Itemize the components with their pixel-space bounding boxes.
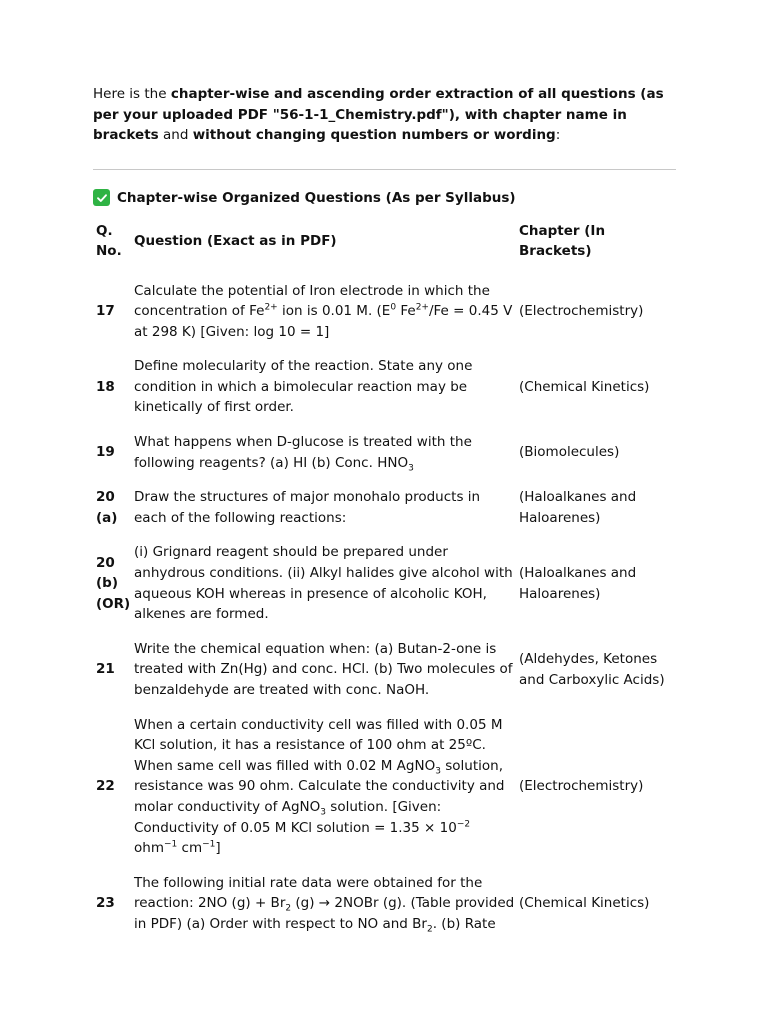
question-text: cm <box>177 840 203 857</box>
row-question <box>134 873 519 949</box>
table-row <box>93 873 676 949</box>
row-qno: 20 (b) (OR) <box>96 554 131 612</box>
row-chapter: (Biomolecules) <box>519 444 620 461</box>
table-header-row <box>93 221 676 281</box>
header-chapter: Chapter (In Brackets) <box>519 222 606 259</box>
row-question <box>134 432 519 487</box>
table-row <box>93 639 676 715</box>
row-question: (i) Grignard reagent should be prepared under anhydrous conditions. (ii) Alkyl halides give alcohol with aqueous KOH whereas in presence of alcoholic KOH, alkenes are formed. <box>134 544 513 623</box>
intro-bold-1: chapter-wise and ascending order extraction of all questions (as per your uploaded PDF "56-1-1_Chemistry.pdf"), with chapter name in brackets <box>93 86 664 143</box>
question-text: solution, resistance was 90 ohm. Calculate the conductivity and molar conductivity of AgNO <box>134 757 505 815</box>
question-text: . (b) Rate <box>432 915 496 932</box>
row-question: Draw the structures of major monohalo products in each of the following reactions: <box>134 489 481 526</box>
row-question: Define molecularity of the reaction. State any one condition in which a bimolecular reaction may be kinetically of first order. <box>134 358 473 416</box>
row-question <box>134 715 519 873</box>
table-row <box>93 432 676 487</box>
superscript: 0 <box>390 302 397 313</box>
question-text: solution. [Given: Conductivity of 0.05 M KCl solution = 1.35 × 10 <box>134 798 457 836</box>
row-chapter: (Haloalkanes and Haloarenes) <box>519 565 637 602</box>
table-row <box>93 542 676 638</box>
subscript: 2 <box>285 904 292 915</box>
superscript: 2+ <box>415 302 429 313</box>
intro-bold-2: without changing question numbers or wording <box>192 127 556 143</box>
row-qno: 20 (a) <box>96 489 118 526</box>
question-text: The following initial rate data were obtained for the reaction: 2NO (g) + Br <box>134 874 483 912</box>
row-qno: 19 <box>96 444 115 461</box>
section-heading <box>93 189 676 207</box>
intro-text-3: : <box>555 127 561 143</box>
superscript: 2+ <box>264 302 278 313</box>
superscript: −2 <box>456 819 471 830</box>
question-text: ion is 0.01 M. (E <box>277 303 391 320</box>
document-page <box>93 84 676 949</box>
table-row <box>93 281 676 357</box>
question-text: Fe <box>396 303 416 320</box>
row-chapter: (Chemical Kinetics) <box>519 895 650 912</box>
check-box-icon <box>93 189 110 206</box>
row-qno: 21 <box>96 661 115 678</box>
row-chapter: (Aldehydes, Ketones and Carboxylic Acids) <box>519 651 665 688</box>
intro-paragraph <box>93 84 676 146</box>
row-chapter: (Chemical Kinetics) <box>519 378 650 395</box>
intro-text-2: and <box>158 127 193 143</box>
section-title: Chapter-wise Organized Questions (As per Syllabus) <box>117 189 516 206</box>
question-text: When a certain conductivity cell was filled with 0.05 M KCl solution, it has a resistance of 100 ohm at 25ºC. When same cell was filled with 0.02 M AgNO <box>134 716 503 774</box>
row-qno: 17 <box>96 303 115 320</box>
subscript: 2 <box>426 924 433 935</box>
question-text: ohm <box>134 840 164 857</box>
question-text: /Fe = 0.45 V at 298 K) [Given: log 10 = 1] <box>134 303 513 340</box>
intro-text-1: Here is the <box>93 86 171 102</box>
subscript: 3 <box>320 807 326 818</box>
question-text: Calculate the potential of Iron electrode in which the concentration of Fe <box>134 282 490 320</box>
check-mark-icon <box>96 192 108 204</box>
table-row <box>93 715 676 873</box>
row-question <box>134 281 519 357</box>
row-qno: 23 <box>96 895 115 912</box>
superscript: −1 <box>163 839 178 850</box>
questions-table <box>93 221 676 949</box>
header-question: Question (Exact as in PDF) <box>134 232 337 249</box>
table-row <box>93 487 676 542</box>
divider <box>93 169 676 170</box>
row-chapter: (Haloalkanes and Haloarenes) <box>519 489 637 526</box>
superscript: −1 <box>202 839 216 850</box>
question-text: What happens when D-glucose is treated with the following reagents? (a) HI (b) Conc. HNO <box>134 434 472 471</box>
row-qno: 18 <box>96 378 115 395</box>
row-chapter: (Electrochemistry) <box>519 303 644 320</box>
question-text: ] <box>215 840 221 857</box>
header-qno: Q. No. <box>96 222 122 259</box>
row-question: Write the chemical equation when: (a) Butan-2-one is treated with Zn(Hg) and conc. HCl. (b) Two molecules of benzaldehyde are treated with conc. NaOH. <box>134 640 513 698</box>
table-row <box>93 356 676 432</box>
subscript: 3 <box>435 766 441 777</box>
question-text: (g) → 2NOBr (g). (Table provided in PDF) (a) Order with respect to NO and Br <box>134 895 515 932</box>
row-chapter: (Electrochemistry) <box>519 778 644 795</box>
row-qno: 22 <box>96 778 115 795</box>
subscript: 3 <box>408 463 414 474</box>
